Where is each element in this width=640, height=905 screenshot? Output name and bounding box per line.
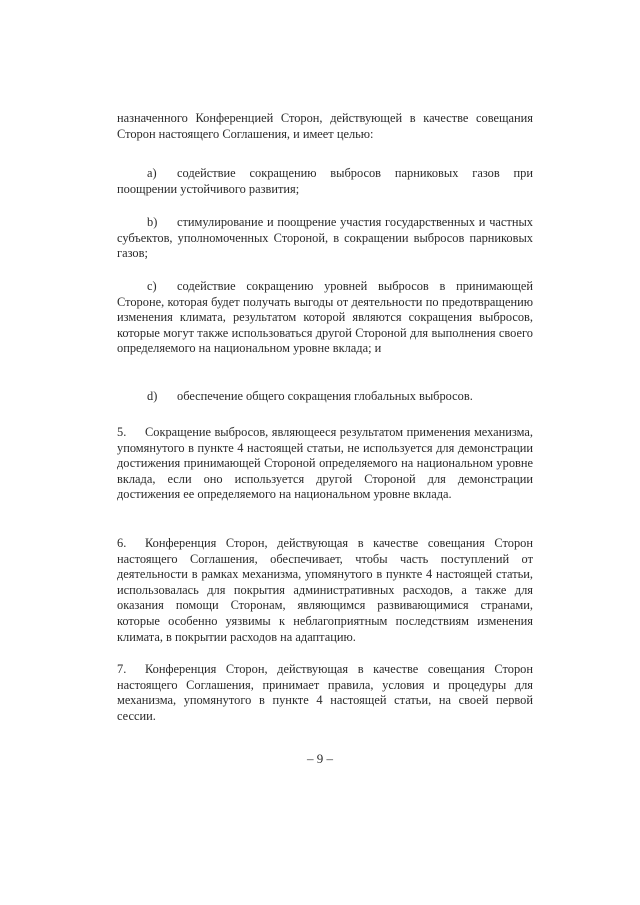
list-item-text: стимулирование и поощрение участия государственных и частных субъектов, уполномоченных Стороной, в сокращении выбросов парниковых газов; (117, 215, 533, 261)
intro-paragraph (117, 111, 533, 142)
list-item-b (117, 215, 533, 262)
list-item-text: обеспечение общего сокращения глобальных выбросов. (177, 389, 473, 403)
intro-text: назначенного Конференцией Сторон, действующей в качестве совещания Сторон настоящего Соглашения, и имеет целью: (117, 111, 533, 141)
paragraph-text: Конференция Сторон, действующая в качестве совещания Сторон настоящего Соглашения, принимает правила, условия и процедуры для механизма, упомянутого в пункте 4 настоящей статьи, на своей первой сессии. (117, 662, 533, 723)
list-item-text: содействие сокращению выбросов парниковых газов при поощрении устойчивого развития; (117, 166, 533, 196)
list-marker: c) (147, 279, 157, 293)
list-marker: b) (147, 215, 158, 229)
page-number: – 9 – (307, 751, 333, 766)
paragraph-text: Конференция Сторон, действующая в качестве совещания Сторон настоящего Соглашения, обеспечивает, чтобы часть поступлений от деятельности в рамках механизма, упомянутого в пункте 4 настоящей статьи, использовалась для покрытия административных расходов, а также для оказания помощи Сторонам, являющимся развивающимися странами, которые особенно уязвимы к неблагоприятным последствиям изменения климата, в покрытии расходов на адаптацию. (117, 536, 533, 644)
paragraph-number: 7. (117, 662, 127, 676)
paragraph-number: 6. (117, 536, 127, 550)
paragraph-number: 5. (117, 425, 127, 439)
list-marker: d) (147, 389, 158, 403)
paragraph-6 (117, 536, 533, 645)
list-item-d (117, 389, 533, 405)
paragraph-7 (117, 662, 533, 724)
list-item-a (117, 166, 533, 197)
paragraph-text: Сокращение выбросов, являющееся результатом применения механизма, упомянутого в пункте 4 настоящей статьи, не используется для демонстрации достижения принимающей Стороной определяемого на национальном уровне вклада, если оно используется другой Стороной для демонстрации достижения ее определяемого на национальном уровне вклада. (117, 425, 533, 502)
list-item-c (117, 279, 533, 357)
paragraph-5 (117, 425, 533, 503)
list-item-text: содействие сокращению уровней выбросов в принимающей Стороне, которая будет получать выгоды от деятельности по предотвращению изменения климата, результатом которой являются сокращения выбросов, которые могут также использоваться другой Стороной для выполнения своего определяемого на национальном уровне вклада; и (117, 279, 533, 356)
list-marker: a) (147, 166, 157, 180)
